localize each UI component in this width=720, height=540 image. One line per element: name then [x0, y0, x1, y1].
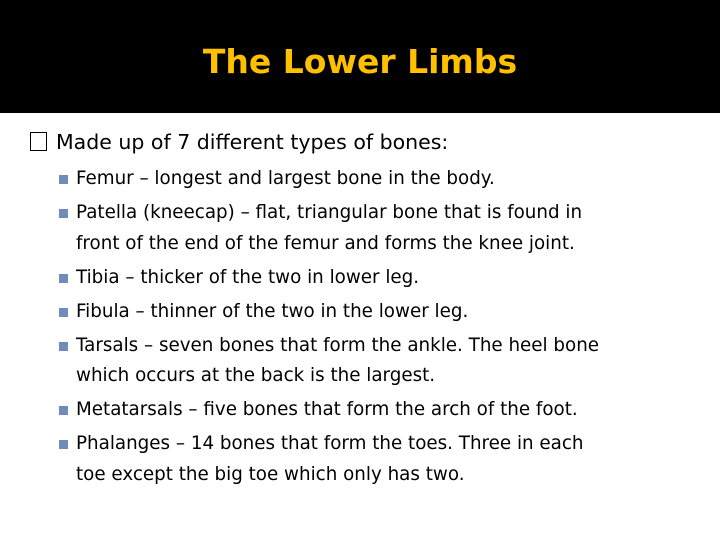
- list-item-tibia: [28, 263, 696, 294]
- square-bullet-icon: [59, 342, 68, 351]
- list-item-metatarsals: [28, 395, 696, 426]
- list-item-fibula: [28, 297, 696, 328]
- list-item-text-continued: toe except the big toe which only has two.: [76, 463, 465, 485]
- square-bullet-icon: [59, 274, 68, 283]
- list-item-text: Phalanges – 14 bones that form the toes. Three in each: [76, 433, 584, 454]
- list-item-text: Patella (kneecap) – flat, triangular bone that is found in: [76, 202, 583, 223]
- main-point: [28, 124, 696, 160]
- list-item-patella: [28, 198, 696, 259]
- bone-list: [28, 164, 696, 490]
- list-item-text-continued: which occurs at the back is the largest.: [76, 365, 436, 386]
- list-item-femur: [28, 164, 696, 195]
- square-bullet-icon: [59, 308, 68, 317]
- main-point-text: Made up of 7 different types of bones:: [56, 130, 449, 154]
- list-item-text: Tarsals – seven bones that form the ankle. The heel bone: [76, 334, 600, 356]
- list-item-text: Fibula – thinner of the two in the lower leg.: [76, 300, 469, 322]
- square-bullet-icon: [59, 209, 68, 218]
- list-item-tarsals: [28, 331, 696, 392]
- square-bullet-icon: [59, 175, 68, 184]
- square-bullet-icon: [59, 440, 68, 449]
- title-band: [0, 0, 720, 113]
- list-item-text: Femur – longest and largest bone in the body.: [76, 168, 495, 189]
- list-item-text: Tibia – thicker of the two in lower leg.: [76, 266, 420, 288]
- list-item-text-continued: front of the end of the femur and forms the knee joint.: [76, 232, 575, 254]
- list-item-text: Metatarsals – five bones that form the arch of the foot.: [76, 399, 578, 420]
- missing-glyph-bullet-icon: [30, 132, 47, 151]
- list-item-phalanges: [28, 429, 696, 490]
- slide-title: The Lower Limbs: [202, 42, 518, 81]
- slide-content: [28, 124, 696, 494]
- square-bullet-icon: [59, 406, 68, 415]
